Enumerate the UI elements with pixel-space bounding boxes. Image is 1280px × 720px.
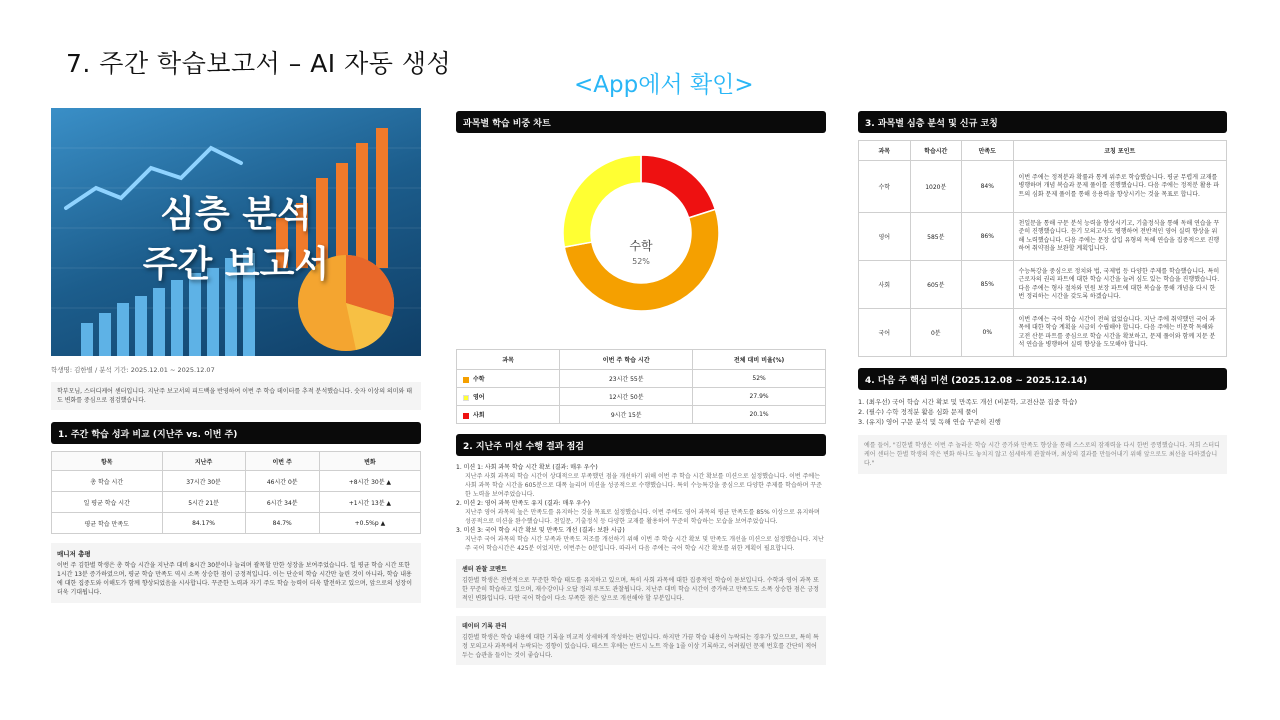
hero-title-line1: 심층 분석 xyxy=(160,194,312,235)
section1-heading: 1. 주간 학습 성과 비교 (지난주 vs. 이번 주) xyxy=(51,422,421,444)
table-row xyxy=(457,370,826,388)
table-cell: 20.1% xyxy=(693,406,826,424)
table-header: 지난주 xyxy=(162,452,245,471)
donut-slice-english xyxy=(563,155,641,247)
table-row xyxy=(859,309,1227,357)
table-row xyxy=(52,513,421,534)
table-cell: +0.5%p ▲ xyxy=(319,513,420,534)
table-row xyxy=(457,388,826,406)
table-row xyxy=(859,213,1227,261)
mission-body: 지난주 영어 과목의 높은 만족도를 유지하는 것을 목표로 설정했습니다. 이번 주에도 영어 과목의 평균 만족도를 85% 이상으로 유지하며 성공적으로 미션을 완수했습니다. 천일문, 기출정식 등 다양한 교재를 활용하여 꾸준히 학습하는 모습을 보여주었습니다. xyxy=(465,509,820,525)
subject-cell xyxy=(457,406,560,424)
subject-cell xyxy=(457,370,560,388)
table-cell: 0% xyxy=(962,309,1014,357)
table-cell: 52% xyxy=(693,370,826,388)
mission-title: 1. 미션 1: 사회 과목 학습 시간 확보 (결과: 매우 우수) xyxy=(456,464,598,471)
chart-section-heading: 과목별 학습 비중 차트 xyxy=(456,111,826,133)
mission-body: 지난주 국어 과목의 학습 시간 부족과 만족도 저조를 개선하기 위해 이번 주 학습 시간 확보 및 만족도 개선을 미션으로 설정했습니다. 지난주 국어 학습시간은 425분 이었지만, 이번주는 0분입니다. 따라서 다음 주에는 국어 학습 시간 확보를 위한 계획이 필요합니다. xyxy=(465,536,824,552)
table-cell: 사회 xyxy=(859,261,911,309)
manager-summary-title: 매니저 총평 xyxy=(57,550,91,558)
center-comment-text: 김한별 학생은 전반적으로 꾸준한 학습 태도를 유지하고 있으며, 특히 사회 과목에 대한 집중적인 학습이 돋보입니다. 수학과 영어 과목 또한 꾸준히 학습하고 있으며, 재수강이나 오답 정리 루프도 관찰됩니다. 지난주 대비 학습 시간이 증가하고 만족도도 소폭 상승한 점은 긍정적인 변화입니다. 다만 국어 학습이 다소 부족한 점은 앞으로 개선해야 할 부분입니다. xyxy=(462,577,819,602)
mission-review-list xyxy=(456,463,826,553)
manager-summary-text: 이번 주 김한별 학생은 총 학습 시간을 지난주 대비 8시간 30분이나 늘리며 괄목할 만한 성장을 보여주었습니다. 일 평균 학습 시간 또한 1시간 13분 증가하였으며, 평균 학습 만족도 역시 소폭 상승한 점이 긍정적입니다. 이는 단순히 학습 시간만 늘린 것이 아니라, 학습 내용에 대한 집중도와 이해도가 함께 향상되었음을 시사합니다. 꾸준한 노력과 자기 주도 학습 능력이 더욱 발전하고 있으며, 앞으로의 성장이 더욱 기대됩니다. xyxy=(57,562,413,596)
center-comment-title: 센터 관찰 코멘트 xyxy=(462,566,507,573)
coaching-point: 이번 주에는 정적분과 확률과 통계 위주로 학습했습니다. 평균 무렵게 교재를 병행하며 개념 복습과 문제 풀이를 진행했습니다. 다음 주에는 정적분 활용 파트의 심화 문제 풀이를 통해 응용력을 향상시키는 것을 목표로 합니다. xyxy=(1013,161,1226,213)
table-cell: 일 평균 학습 시간 xyxy=(52,492,163,513)
subject-cell xyxy=(457,388,560,406)
performance-table xyxy=(51,451,421,534)
closing-quote: 예를 들어, "김한별 학생은 이번 주 놀라운 학습 시간 증가와 만족도 향상을 통해 스스로의 잠재력을 다시 한번 증명했습니다. 저희 스터디케어 센터는 한별 학생의 작은 변화 하나도 놓치지 않고 섬세하게 관찰하며, 최상의 결과를 만들어내기 위해 앞으로도 최선을 다하겠습니다." xyxy=(858,435,1227,474)
table-header: 변화 xyxy=(319,452,420,471)
subject-ratio-table xyxy=(456,349,826,424)
table-cell: 총 학습 시간 xyxy=(52,471,163,492)
mission-item: 2. (필수) 수학 정적분 활용 심화 문제 풀이 xyxy=(858,408,978,416)
table-row xyxy=(457,406,826,424)
table-cell: 46시간 0분 xyxy=(245,471,319,492)
table-cell: 6시간 34분 xyxy=(245,492,319,513)
table-header: 항목 xyxy=(52,452,163,471)
donut-center-value: 52% xyxy=(632,257,650,266)
center-comment-box xyxy=(456,559,826,608)
coaching-point: 수능특강을 중심으로 정치와 법, 국제법 등 다양한 주제를 학습했습니다. 특히 근로자의 권리 파트에 대한 학습 시간을 늘려 심도 있는 학습을 진행했습니다. 다음 주에는 형사 절차와 민원 보장 파트에 대한 복습을 통해 개념을 다시 한번 정리하는 시간을 갖도록 하겠습니다. xyxy=(1013,261,1226,309)
table-cell: 37시간 30분 xyxy=(162,471,245,492)
table-header: 이번 주 학습 시간 xyxy=(560,350,693,370)
subject-name: 영어 xyxy=(473,394,485,401)
hero-banner-image xyxy=(51,108,421,356)
data-record-title: 데이터 기록 관리 xyxy=(462,623,507,630)
table-cell: +8시간 30분 ▲ xyxy=(319,471,420,492)
report-meta: 학생명: 김한별 / 분석 기간: 2025.12.01 ~ 2025.12.07 xyxy=(51,366,215,374)
subject-donut-chart xyxy=(456,133,826,333)
table-cell: 23시간 55분 xyxy=(560,370,693,388)
table-header: 코칭 포인트 xyxy=(1013,141,1226,161)
table-row xyxy=(859,161,1227,213)
mission-title: 2. 미션 2: 영어 과목 만족도 유지 (결과: 매우 우수) xyxy=(456,500,590,507)
report-page-3 xyxy=(858,111,1227,474)
table-cell: 9시간 15분 xyxy=(560,406,693,424)
coaching-point: 천일문을 통해 구문 분석 능력을 향상시키고, 기출정식을 통해 독해 연습을 꾸준히 진행했습니다. 듣기 모의고사도 병행하여 전반적인 영어 실력 향상을 위해 노력했습니다. 다음 주에는 문장 삽입 유형의 독해 연습을 집중적으로 진행하여 취약점을 보완할 계획입니다. xyxy=(1013,213,1226,261)
table-cell: 1020분 xyxy=(910,161,962,213)
table-cell: 수학 xyxy=(859,161,911,213)
table-cell: 평균 학습 만족도 xyxy=(52,513,163,534)
slide-title: 7. 주간 학습보고서 – AI 자동 생성 xyxy=(66,49,452,78)
table-cell: 0분 xyxy=(910,309,962,357)
next-week-mission-list xyxy=(858,397,1227,427)
table-cell: 국어 xyxy=(859,309,911,357)
mission-item: 1. (최우선) 국어 학습 시간 확보 및 만족도 개선 (비문학, 고전산문 집중 학습) xyxy=(858,398,1078,406)
table-header-row xyxy=(52,452,421,471)
table-row xyxy=(52,492,421,513)
table-header-row xyxy=(457,350,826,370)
table-header: 전체 대비 비율(%) xyxy=(693,350,826,370)
manager-summary-box xyxy=(51,543,421,603)
table-cell: 5시간 21분 xyxy=(162,492,245,513)
report-page-2 xyxy=(456,111,826,665)
subject-name: 사회 xyxy=(473,412,485,419)
section3-heading: 3. 과목별 심층 분석 및 신규 코칭 xyxy=(858,111,1227,133)
donut-chart-svg xyxy=(456,133,826,333)
table-row xyxy=(859,261,1227,309)
section2-heading: 2. 지난주 미션 수행 결과 점검 xyxy=(456,434,826,456)
table-header: 만족도 xyxy=(962,141,1014,161)
table-header: 과목 xyxy=(859,141,911,161)
subject-name: 수학 xyxy=(473,376,485,383)
legend-swatch xyxy=(463,395,469,401)
data-record-text: 김한별 학생은 학습 내용에 대한 기록을 비교적 상세하게 작성하는 편입니다. 하지만 가끔 학습 내용이 누락되는 경우가 있으므로, 특히 특정 모의고사 과목에서 누락되는 경향이 있습니다. 테스트 후에는 반드시 노트 작을 1줄 이상 기록하고, 어려웠던 문제 번호를 간단히 적어두는 습관을 들이는 것이 좋습니다. xyxy=(462,634,819,659)
table-cell: 12시간 50분 xyxy=(560,388,693,406)
table-cell: 영어 xyxy=(859,213,911,261)
report-intro: 학부모님, 스터디케어 센터입니다. 지난주 보고서의 피드백을 반영하여 이번 주 학습 데이터를 추적 분석했습니다. 숫자 이상의 의미와 태도 변화를 중심으로 점검했습니다. xyxy=(51,382,421,410)
donut-center-label: 수학 xyxy=(629,239,653,253)
table-header: 학습시간 xyxy=(910,141,962,161)
table-cell: 84% xyxy=(962,161,1014,213)
table-cell: 84.7% xyxy=(245,513,319,534)
report-page-1 xyxy=(51,108,421,603)
section4-heading: 4. 다음 주 핵심 미션 (2025.12.08 ~ 2025.12.14) xyxy=(858,368,1227,390)
mission-body: 지난주 사회 과목의 학습 시간이 상대적으로 부족했던 점을 개선하기 위해 이번 주 학습 시간 확보를 미션으로 설정했습니다. 이번 주에는 사회 과목 학습 시간을 605분으로 대폭 늘리며 미션을 성공적으로 수행했습니다. 특히 수능특강을 중심으로 다양한 주제를 학습하며 꾸준한 노력을 보여주었습니다. xyxy=(465,473,822,498)
table-row xyxy=(52,471,421,492)
table-cell: 86% xyxy=(962,213,1014,261)
mission-title: 3. 미션 3: 국어 학습 시간 확보 및 만족도 개선 (결과: 보완 시급) xyxy=(456,527,625,534)
table-cell: +1시간 13분 ▲ xyxy=(319,492,420,513)
table-header: 과목 xyxy=(457,350,560,370)
table-header-row xyxy=(859,141,1227,161)
table-cell: 84.17% xyxy=(162,513,245,534)
table-header: 이번 주 xyxy=(245,452,319,471)
table-cell: 605분 xyxy=(910,261,962,309)
mission-item: 3. (유지) 영어 구문 분석 및 독해 연습 꾸준히 진행 xyxy=(858,418,1001,426)
hero-title-line2: 주간 보고서 xyxy=(142,244,330,285)
data-record-box xyxy=(456,616,826,665)
coaching-point: 이번 주에는 국어 학습 시간이 전혀 없었습니다. 지난 주에 취약했던 국어 과목에 대한 학습 계획을 시급히 수립해야 합니다. 다음 주에는 비문학 독해와 고전 산문 파트를 중심으로 학습 시간을 확보하고, 문제 풀이와 함께 지문 분석 연습을 병행하여 실력 향상을 도모해야 합니다. xyxy=(1013,309,1226,357)
donut-slice-social xyxy=(641,155,715,218)
table-cell: 27.9% xyxy=(693,388,826,406)
table-cell: 85% xyxy=(962,261,1014,309)
subject-analysis-table xyxy=(858,140,1227,357)
table-cell: 585분 xyxy=(910,213,962,261)
legend-swatch xyxy=(463,377,469,383)
slide-subtitle: <App에서 확인> xyxy=(574,72,754,98)
legend-swatch xyxy=(463,413,469,419)
